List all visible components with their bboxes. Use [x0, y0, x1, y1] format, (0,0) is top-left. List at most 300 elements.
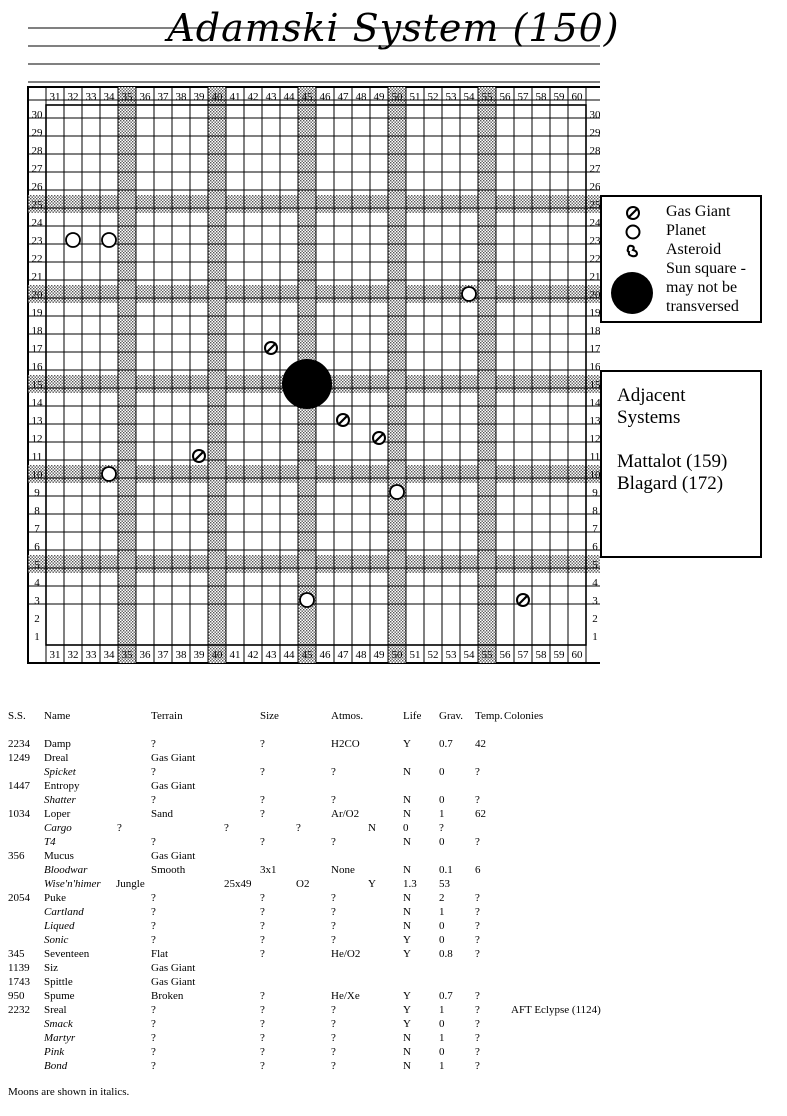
table-cell-life: N — [403, 906, 411, 918]
row-label-right-20: 20 — [589, 289, 600, 301]
table-cell-atmos: H2CO — [331, 738, 360, 750]
table-cell-terrain: Gas Giant — [151, 752, 196, 764]
col-label-bottom-40: 40 — [211, 649, 223, 661]
col-label-top-46: 46 — [319, 91, 331, 103]
table-cell-name: T4 — [44, 836, 56, 848]
col-label-bottom-53: 53 — [445, 649, 457, 661]
table-cell-terrain: ? — [117, 822, 122, 834]
table-cell-terrain: Gas Giant — [151, 962, 196, 974]
table-cell-ss: 1139 — [8, 962, 30, 974]
row-label-left-1: 1 — [34, 631, 40, 643]
table-cell-atmos: ? — [331, 1004, 336, 1016]
table-cell-terrain: ? — [151, 920, 156, 932]
col-label-top-31: 31 — [49, 91, 61, 103]
table-cell-size: ? — [260, 808, 265, 820]
table-cell-size: ? — [260, 836, 265, 848]
row-label-right-16: 16 — [589, 361, 600, 373]
row-label-left-29: 29 — [31, 127, 43, 139]
table-cell-size: ? — [260, 1004, 265, 1016]
table-cell-name: Cartland — [44, 906, 84, 918]
legend-sun-label-line3: transversed — [666, 298, 739, 315]
table-cell-atmos: ? — [331, 1046, 336, 1058]
legend-sun-label-line2: may not be — [666, 279, 738, 296]
col-label-top-38: 38 — [175, 91, 187, 103]
col-label-bottom-60: 60 — [571, 649, 583, 661]
table-cell-temp: ? — [475, 920, 480, 932]
col-label-top-33: 33 — [85, 91, 97, 103]
col-label-bottom-42: 42 — [247, 649, 259, 661]
col-label-bottom-55: 55 — [481, 649, 493, 661]
table-cell-atmos: He/O2 — [331, 948, 361, 960]
row-label-right-19: 19 — [589, 307, 600, 319]
table-cell-life: N — [403, 808, 411, 820]
table-cell-grav: 1.3 — [403, 878, 417, 890]
gas-giant-icon — [193, 450, 205, 462]
map-title: Adamski System (150) — [167, 6, 620, 50]
row-label-right-17: 17 — [589, 343, 600, 355]
table-cell-name: Pink — [44, 1046, 65, 1058]
table-cell-name: Liqued — [44, 920, 75, 932]
table-cell-grav: 0 — [439, 1018, 445, 1030]
table-cell-life: N — [403, 920, 411, 932]
table-cell-temp: ? — [475, 990, 480, 1002]
table-cell-life: N — [403, 864, 411, 876]
table-cell-grav: 1 — [439, 1004, 445, 1016]
table-cell-terrain: ? — [151, 766, 156, 778]
table-cell-temp: 53 — [439, 878, 450, 890]
table-cell-size: ? — [260, 794, 265, 806]
row-label-left-15: 15 — [31, 379, 43, 391]
table-cell-size: ? — [260, 766, 265, 778]
row-label-right-23: 23 — [589, 235, 600, 247]
row-label-left-25: 25 — [31, 199, 43, 211]
row-label-right-22: 22 — [589, 253, 600, 265]
table-cell-terrain: Broken — [151, 990, 184, 1002]
col-label-bottom-44: 44 — [283, 649, 295, 661]
table-cell-temp: 62 — [475, 808, 486, 820]
table-cell-atmos: ? — [331, 836, 336, 848]
row-label-right-30: 30 — [589, 109, 600, 121]
planet-icon — [390, 485, 404, 499]
table-cell-grav: 0 — [439, 794, 445, 806]
col-label-top-48: 48 — [355, 91, 367, 103]
table-cell-grav: 2 — [439, 892, 445, 904]
col-label-top-36: 36 — [139, 91, 151, 103]
row-label-right-14: 14 — [589, 397, 600, 409]
table-cell-size: ? — [260, 1018, 265, 1030]
table-cell-name: Shatter — [44, 794, 76, 806]
row-label-right-10: 10 — [589, 469, 600, 481]
table-cell-grav: 0.7 — [439, 990, 453, 1002]
table-cell-name: Entropy — [44, 780, 80, 792]
col-label-top-53: 53 — [445, 91, 457, 103]
col-label-bottom-43: 43 — [265, 649, 277, 661]
row-label-left-13: 13 — [31, 415, 43, 427]
row-label-left-28: 28 — [31, 145, 43, 157]
col-label-top-43: 43 — [265, 91, 277, 103]
table-cell-atmos: ? — [331, 906, 336, 918]
row-label-right-4: 4 — [592, 577, 598, 589]
gas-giant-icon — [373, 432, 385, 444]
table-cell-terrain: ? — [151, 794, 156, 806]
col-label-top-57: 57 — [517, 91, 529, 103]
table-cell-life: N — [403, 1032, 411, 1044]
row-label-right-6: 6 — [592, 541, 598, 553]
col-label-bottom-47: 47 — [337, 649, 349, 661]
table-cell-ss: 356 — [8, 850, 25, 862]
table-cell-grav: 0 — [439, 1046, 445, 1058]
col-label-top-34: 34 — [103, 91, 115, 103]
row-label-left-17: 17 — [31, 343, 43, 355]
table-cell-life: N — [368, 822, 376, 834]
col-label-top-59: 59 — [553, 91, 565, 103]
table-cell-name: Bloodwar — [44, 864, 88, 876]
table-cell-terrain: ? — [151, 1018, 156, 1030]
sun-legend-icon — [610, 271, 654, 315]
table-cell-size: ? — [260, 990, 265, 1002]
row-label-left-20: 20 — [31, 289, 43, 301]
table-cell-life: N — [403, 836, 411, 848]
col-label-bottom-32: 32 — [67, 649, 79, 661]
table-cell-name: Bond — [44, 1060, 68, 1072]
planet-icon — [66, 233, 80, 247]
row-label-left-8: 8 — [34, 505, 40, 517]
col-label-bottom-41: 41 — [229, 649, 241, 661]
table-cell-atmos: ? — [331, 1032, 336, 1044]
table-cell-grav: 0 — [439, 920, 445, 932]
table-cell-grav: 0.1 — [439, 864, 453, 876]
col-label-top-40: 40 — [211, 91, 223, 103]
row-label-right-13: 13 — [589, 415, 600, 427]
table-cell-name: Dreal — [44, 752, 69, 764]
table-cell-size: ? — [260, 892, 265, 904]
col-label-top-50: 50 — [391, 91, 403, 103]
table-cell-temp: ? — [475, 766, 480, 778]
table-cell-name: Spittle — [44, 976, 73, 988]
col-label-bottom-31: 31 — [49, 649, 61, 661]
adjacent-heading-line1: Adjacent — [617, 385, 686, 406]
table-cell-name: Damp — [44, 738, 71, 750]
table-cell-size: ? — [260, 1046, 265, 1058]
header-ss: S.S. — [8, 710, 26, 722]
row-label-right-29: 29 — [589, 127, 600, 139]
table-cell-temp: ? — [475, 1004, 480, 1016]
adjacent-heading-line2: Systems — [617, 407, 681, 428]
row-label-left-23: 23 — [31, 235, 43, 247]
col-label-bottom-33: 33 — [85, 649, 97, 661]
table-cell-name: Seventeen — [44, 948, 90, 960]
adjacent-systems-box — [600, 370, 762, 558]
table-cell-life: N — [403, 1046, 411, 1058]
table-cell-grav: 0 — [439, 934, 445, 946]
table-cell-terrain: Flat — [151, 948, 169, 960]
table-cell-atmos: ? — [331, 1060, 336, 1072]
table-cell-atmos: None — [331, 864, 355, 876]
header-name: Name — [44, 710, 71, 722]
table-cell-name: Sonic — [44, 934, 69, 946]
col-label-bottom-52: 52 — [427, 649, 439, 661]
col-label-bottom-46: 46 — [319, 649, 331, 661]
row-label-left-10: 10 — [31, 469, 43, 481]
legend-gas-giant-label: Gas Giant — [666, 203, 731, 220]
table-cell-terrain: Gas Giant — [151, 780, 196, 792]
footnote: Moons are shown in italics. — [8, 1086, 130, 1098]
table-cell-atmos: ? — [331, 920, 336, 932]
table-cell-life: N — [403, 1060, 411, 1072]
row-label-left-27: 27 — [31, 163, 43, 175]
table-cell-atmos: Ar/O2 — [331, 808, 360, 820]
row-label-right-15: 15 — [589, 379, 600, 391]
sun-icon — [282, 359, 332, 409]
header-colonies: Colonies — [504, 710, 544, 722]
col-label-top-51: 51 — [409, 91, 421, 103]
table-cell-name: Spume — [44, 990, 75, 1002]
col-label-top-52: 52 — [427, 91, 439, 103]
legend-box — [600, 195, 762, 323]
table-cell-size: ? — [260, 948, 265, 960]
table-cell-name: Smack — [44, 1018, 73, 1030]
table-cell-life: Y — [403, 990, 411, 1002]
col-label-bottom-57: 57 — [517, 649, 529, 661]
asteroid-legend-icon — [624, 242, 642, 260]
table-cell-name: Wise'n'himer — [44, 878, 101, 890]
sector-grid-map — [0, 0, 600, 680]
table-cell-grav: 0 — [439, 836, 445, 848]
col-label-bottom-58: 58 — [535, 649, 547, 661]
table-cell-name: Cargo — [44, 822, 72, 834]
col-label-top-35: 35 — [121, 91, 133, 103]
table-cell-terrain: ? — [151, 906, 156, 918]
table-cell-colonies: AFT Eclypse (1124) — [511, 1004, 601, 1016]
table-cell-size: ? — [260, 920, 265, 932]
table-cell-temp: ? — [475, 1032, 480, 1044]
row-label-right-1: 1 — [592, 631, 598, 643]
gas-giant-legend-icon — [624, 204, 642, 222]
table-cell-life: N — [403, 892, 411, 904]
planet-icon — [102, 467, 116, 481]
table-cell-size: ? — [224, 822, 229, 834]
table-cell-grav: 1 — [439, 808, 445, 820]
col-label-top-44: 44 — [283, 91, 295, 103]
table-cell-terrain: Sand — [151, 808, 173, 820]
col-label-top-58: 58 — [535, 91, 547, 103]
legend-sun-label-line1: Sun square - — [666, 260, 746, 277]
table-cell-grav: 1 — [439, 1060, 445, 1072]
table-cell-atmos: ? — [331, 892, 336, 904]
table-cell-terrain: Jungle — [116, 878, 145, 890]
table-cell-ss: 1447 — [8, 780, 30, 792]
adjacent-system-2: Blagard (172) — [617, 473, 724, 494]
row-label-right-8: 8 — [592, 505, 598, 517]
row-label-right-25: 25 — [589, 199, 600, 211]
table-cell-name: Puke — [44, 892, 66, 904]
col-label-top-37: 37 — [157, 91, 169, 103]
table-cell-name: Mucus — [44, 850, 74, 862]
row-label-left-2: 2 — [34, 613, 40, 625]
table-cell-name: Loper — [44, 808, 71, 820]
col-label-top-56: 56 — [499, 91, 511, 103]
table-cell-terrain: ? — [151, 1046, 156, 1058]
table-cell-atmos: ? — [331, 1018, 336, 1030]
col-label-bottom-54: 54 — [463, 649, 475, 661]
row-label-left-3: 3 — [34, 595, 40, 607]
legend-asteroid-label: Asteroid — [666, 241, 722, 258]
row-label-left-24: 24 — [31, 217, 43, 229]
table-cell-terrain: ? — [151, 934, 156, 946]
table-cell-ss: 1743 — [8, 976, 30, 988]
row-label-right-5: 5 — [592, 559, 598, 571]
col-label-bottom-34: 34 — [103, 649, 115, 661]
row-label-right-26: 26 — [589, 181, 600, 193]
col-label-top-45: 45 — [301, 91, 313, 103]
col-label-top-54: 54 — [463, 91, 475, 103]
table-cell-ss: 2232 — [8, 1004, 30, 1016]
table-cell-name: Spicket — [44, 766, 76, 778]
row-label-left-21: 21 — [31, 271, 43, 283]
table-cell-ss: 1249 — [8, 752, 30, 764]
table-cell-terrain: ? — [151, 1060, 156, 1072]
table-cell-atmos: ? — [331, 934, 336, 946]
table-cell-name: Sreal — [44, 1004, 67, 1016]
header-size: Size — [260, 710, 279, 722]
col-label-bottom-50: 50 — [391, 649, 403, 661]
planet-icon — [102, 233, 116, 247]
table-cell-size: ? — [260, 1032, 265, 1044]
table-cell-name: Martyr — [44, 1032, 76, 1044]
col-label-top-49: 49 — [373, 91, 385, 103]
table-cell-temp: ? — [475, 1046, 480, 1058]
row-label-right-9: 9 — [592, 487, 598, 499]
row-label-left-6: 6 — [34, 541, 40, 553]
table-cell-terrain: ? — [151, 836, 156, 848]
col-label-top-42: 42 — [247, 91, 259, 103]
gas-giant-icon — [337, 414, 349, 426]
row-label-left-22: 22 — [31, 253, 43, 265]
table-cell-temp: ? — [475, 1018, 480, 1030]
table-cell-size: ? — [260, 934, 265, 946]
table-cell-ss: 1034 — [8, 808, 30, 820]
col-label-bottom-35: 35 — [121, 649, 133, 661]
table-cell-size: 3x1 — [260, 864, 277, 876]
adjacent-system-1: Mattalot (159) — [617, 451, 728, 472]
row-label-left-11: 11 — [31, 451, 43, 463]
table-cell-temp: ? — [475, 934, 480, 946]
table-cell-life: Y — [403, 934, 411, 946]
col-label-bottom-38: 38 — [175, 649, 187, 661]
col-label-top-55: 55 — [481, 91, 493, 103]
header-temp: Temp. — [475, 710, 503, 722]
gas-giant-icon — [265, 342, 277, 354]
col-label-bottom-37: 37 — [157, 649, 169, 661]
table-cell-ss: 2234 — [8, 738, 30, 750]
table-cell-size: 25x49 — [224, 878, 252, 890]
table-cell-grav: 0.8 — [439, 948, 453, 960]
table-cell-terrain: ? — [151, 1004, 156, 1016]
planet-icon — [462, 287, 476, 301]
table-cell-ss: 950 — [8, 990, 25, 1002]
row-label-right-18: 18 — [589, 325, 600, 337]
planet-icon — [300, 593, 314, 607]
row-label-left-30: 30 — [31, 109, 43, 121]
col-label-bottom-48: 48 — [355, 649, 367, 661]
table-cell-grav: 1 — [439, 906, 445, 918]
row-label-left-18: 18 — [31, 325, 43, 337]
table-cell-life: Y — [403, 948, 411, 960]
table-cell-ss: 345 — [8, 948, 25, 960]
row-label-right-2: 2 — [592, 613, 598, 625]
legend-planet-label: Planet — [666, 222, 706, 239]
table-cell-temp: ? — [439, 822, 444, 834]
col-label-bottom-36: 36 — [139, 649, 151, 661]
col-label-bottom-56: 56 — [499, 649, 511, 661]
col-label-top-41: 41 — [229, 91, 241, 103]
table-cell-terrain: ? — [151, 1032, 156, 1044]
table-cell-atmos: ? — [331, 794, 336, 806]
table-cell-grav: 0 — [403, 822, 409, 834]
row-label-left-9: 9 — [34, 487, 40, 499]
table-cell-life: Y — [403, 1018, 411, 1030]
table-cell-terrain: Gas Giant — [151, 850, 196, 862]
row-label-left-19: 19 — [31, 307, 43, 319]
row-label-left-5: 5 — [34, 559, 40, 571]
planet-legend-icon — [624, 223, 642, 241]
row-label-right-24: 24 — [589, 217, 600, 229]
table-cell-terrain: Gas Giant — [151, 976, 196, 988]
table-cell-temp: 42 — [475, 738, 486, 750]
table-cell-life: N — [403, 766, 411, 778]
table-cell-atmos: ? — [331, 766, 336, 778]
table-cell-temp: ? — [475, 892, 480, 904]
row-label-left-14: 14 — [31, 397, 43, 409]
table-cell-atmos: He/Xe — [331, 990, 360, 1002]
col-label-bottom-39: 39 — [193, 649, 205, 661]
col-label-top-32: 32 — [67, 91, 79, 103]
table-cell-life: Y — [368, 878, 376, 890]
row-label-left-26: 26 — [31, 181, 43, 193]
table-cell-terrain: ? — [151, 892, 156, 904]
table-cell-temp: 6 — [475, 864, 481, 876]
table-cell-size: ? — [260, 738, 265, 750]
table-cell-atmos: ? — [296, 822, 301, 834]
row-label-left-7: 7 — [34, 523, 40, 535]
header-grav: Grav. — [439, 710, 464, 722]
table-cell-name: Siz — [44, 962, 59, 974]
row-label-left-4: 4 — [34, 577, 40, 589]
row-label-left-16: 16 — [31, 361, 43, 373]
table-cell-life: N — [403, 794, 411, 806]
table-cell-temp: ? — [475, 836, 480, 848]
table-cell-grav: 0 — [439, 766, 445, 778]
col-label-top-60: 60 — [571, 91, 583, 103]
row-label-right-7: 7 — [592, 523, 598, 535]
table-cell-atmos: O2 — [296, 878, 310, 890]
table-cell-terrain: ? — [151, 738, 156, 750]
row-label-right-28: 28 — [589, 145, 600, 157]
row-label-right-11: 11 — [589, 451, 600, 463]
row-label-right-3: 3 — [592, 595, 598, 607]
gas-giant-icon — [517, 594, 529, 606]
col-label-bottom-59: 59 — [553, 649, 565, 661]
table-cell-terrain: Smooth — [151, 864, 186, 876]
table-cell-ss: 2054 — [8, 892, 30, 904]
row-label-right-21: 21 — [589, 271, 600, 283]
header-life: Life — [403, 710, 422, 722]
table-cell-life: Y — [403, 738, 411, 750]
table-cell-temp: ? — [475, 948, 480, 960]
table-cell-temp: ? — [475, 1060, 480, 1072]
row-label-right-12: 12 — [589, 433, 600, 445]
row-label-right-27: 27 — [589, 163, 600, 175]
